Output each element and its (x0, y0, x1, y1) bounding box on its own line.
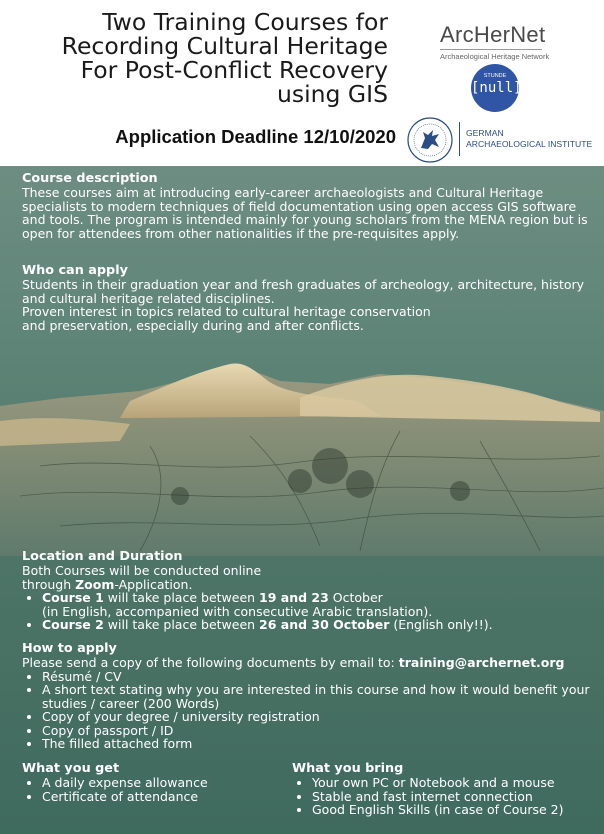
course-description-heading: Course description (22, 171, 158, 186)
who-can-apply-text-1: Students in their graduation year and fresh graduates of archeology, architecture, history and cultural heritage related disciplines. (22, 277, 585, 306)
page-title (40, 10, 388, 106)
who-can-apply-section (22, 264, 592, 332)
stunde-logo-main: [null] (471, 80, 522, 96)
location-duration-heading: Location and Duration (22, 549, 183, 564)
how-to-apply-intro-text: Please send a copy of the following documents by email to: (22, 655, 399, 670)
who-can-apply-heading: Who can apply (22, 263, 128, 278)
course-description-section (22, 172, 592, 240)
archernet-logo-subtitle: Archaeological Heritage Network (440, 49, 542, 61)
archernet-logo (440, 22, 590, 61)
what-you-bring-item: • Good English Skills (in case of Course 2) (312, 803, 597, 817)
document-item: • The filled attached form (42, 737, 592, 751)
what-you-bring-list (292, 776, 597, 817)
what-you-get-section (22, 762, 282, 803)
terrain-background (0, 166, 604, 834)
documents-list (22, 670, 592, 751)
how-to-apply-heading: How to apply (22, 641, 117, 656)
header (0, 0, 604, 166)
course-1-name: Course 1 (42, 590, 104, 605)
course-1-dates: 19 and 23 (259, 590, 329, 605)
document-item: • Copy of your degree / university registration (42, 710, 592, 724)
archernet-logo-name: ArcHerNet (440, 22, 546, 47)
title-line-1: Two Training Courses for (102, 8, 388, 36)
who-can-apply-text-2b: and preservation, especially during and after conflicts. (22, 317, 364, 333)
course-1-mid: will take place between (103, 590, 260, 605)
dai-logo-line-2: ARCHAEOLOGICAL INSTITUTE (466, 139, 593, 149)
location-zoom: Zoom (75, 576, 115, 592)
stunde-logo-top: STUNDE (483, 73, 507, 79)
course-2-dates: 26 and 30 October (259, 617, 390, 632)
how-to-apply-section (22, 642, 592, 751)
what-you-bring-heading: What you bring (292, 761, 404, 776)
course-2-item (42, 618, 592, 632)
title-line-3: For Post-Conflict Recovery (80, 56, 388, 84)
stunde-null-logo (471, 64, 522, 112)
dai-griffin-seal-icon (406, 116, 454, 164)
who-can-apply-text-2a: Proven interest in topics related to cultural heritage conservation (22, 304, 431, 319)
course-list (22, 591, 592, 632)
document-item: • Copy of passport / ID (42, 724, 592, 738)
what-you-get-heading: What you get (22, 761, 120, 776)
document-item: • Résumé / CV (42, 670, 592, 684)
location-line-1: Both Courses will be conducted online (22, 563, 262, 578)
course-1-item (42, 591, 592, 618)
location-line-2-pre: through (22, 576, 76, 592)
what-you-bring-section (292, 762, 597, 817)
application-deadline: Application Deadline 12/10/2020 (115, 126, 396, 147)
course-2-name: Course 2 (42, 617, 104, 632)
course-2-note: (English only!!). (389, 617, 493, 632)
email-link[interactable]: training@archernet.org (398, 655, 565, 670)
how-to-apply-intro (22, 656, 592, 670)
title-line-4: using GIS (276, 80, 388, 108)
title-line-2: Recording Cultural Heritage (61, 32, 388, 60)
course-1-note: (in English, accompanied with consecutive Arabic translation). (42, 603, 433, 619)
what-you-get-item: • A daily expense allowance (42, 776, 282, 790)
location-line-2 (22, 578, 592, 592)
course-description-text: These courses aim at introducing early-career archaeologists and Cultural Heritage specialists to modern techniques of field documentation using open access GIS software and tools. The program is intended mainly for young scholars from the MENA region but is open for attendees from other nationalities if the pre-requisites apply. (22, 185, 588, 241)
course-1-month: October (328, 590, 383, 605)
dai-logo-text (466, 128, 592, 150)
what-you-bring-item: • Stable and fast internet connection (312, 790, 597, 804)
dai-logo-line-1: GERMAN (466, 128, 504, 138)
what-you-get-list (22, 776, 282, 803)
what-you-bring-item: • Your own PC or Notebook and a mouse (312, 776, 597, 790)
location-line-2-post: -Application. (114, 576, 193, 592)
location-duration-section (22, 550, 592, 632)
dai-logo-divider (459, 122, 460, 156)
document-item: • A short text stating why you are interested in this course and how it would benefit your studies / career (200 Words) (42, 683, 592, 710)
what-you-get-item: • Certificate of attendance (42, 790, 282, 804)
course-2-mid: will take place between (103, 617, 260, 632)
